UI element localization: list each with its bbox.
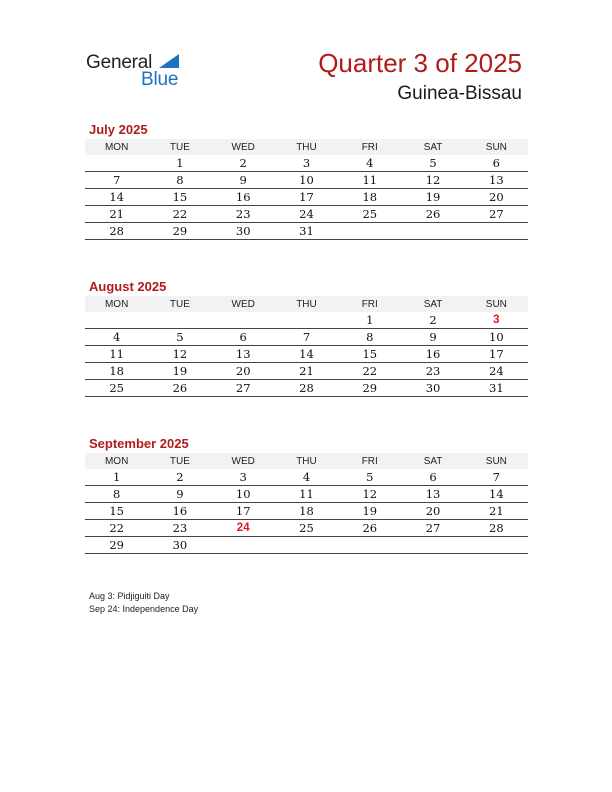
date-cell: 7: [275, 329, 338, 346]
week-row: [85, 503, 528, 520]
date-cell: [85, 155, 148, 172]
date-cell: [275, 312, 338, 329]
date-cell: 25: [338, 206, 401, 223]
weekday-header: SAT: [401, 296, 464, 312]
date-cell: 8: [338, 329, 401, 346]
week-row: [85, 469, 528, 486]
month-july: [85, 121, 528, 240]
holiday-note: Aug 3: Pidjiguiti Day: [89, 591, 170, 601]
logo: [86, 52, 196, 92]
month-title: July 2025: [89, 122, 148, 137]
date-cell: 29: [148, 223, 211, 240]
date-cell: 27: [401, 520, 464, 537]
date-cell: 1: [148, 155, 211, 172]
date-cell: 14: [465, 486, 528, 503]
month-title: September 2025: [89, 436, 189, 451]
date-cell: 18: [275, 503, 338, 520]
date-cell: 30: [401, 380, 464, 397]
date-cell: 14: [85, 189, 148, 206]
date-cell: 23: [401, 363, 464, 380]
date-cell: 10: [212, 486, 275, 503]
month-august: [85, 278, 528, 397]
week-row: [85, 189, 528, 206]
holiday-date-cell: 3: [465, 312, 528, 329]
week-row: [85, 206, 528, 223]
date-cell: 11: [338, 172, 401, 189]
date-cell: [85, 312, 148, 329]
date-cell: 12: [148, 346, 211, 363]
date-cell: [338, 537, 401, 554]
week-row: [85, 155, 528, 172]
week-row: [85, 346, 528, 363]
weekday-header: THU: [275, 139, 338, 155]
date-cell: 24: [275, 206, 338, 223]
weekday-header: WED: [212, 296, 275, 312]
date-cell: 13: [465, 172, 528, 189]
date-cell: [401, 223, 464, 240]
date-cell: 27: [212, 380, 275, 397]
date-cell: [465, 537, 528, 554]
weekday-header: MON: [85, 139, 148, 155]
weekday-header: SUN: [465, 453, 528, 469]
date-cell: 3: [212, 469, 275, 486]
weekday-header: FRI: [338, 296, 401, 312]
date-cell: 5: [401, 155, 464, 172]
date-cell: 17: [465, 346, 528, 363]
date-cell: [465, 223, 528, 240]
week-row: [85, 520, 528, 537]
date-cell: 7: [85, 172, 148, 189]
date-cell: [212, 312, 275, 329]
date-cell: 2: [212, 155, 275, 172]
date-cell: 4: [338, 155, 401, 172]
date-cell: 6: [401, 469, 464, 486]
date-cell: 29: [338, 380, 401, 397]
weekday-header: THU: [275, 453, 338, 469]
date-cell: 28: [275, 380, 338, 397]
month-september: [85, 435, 528, 554]
date-cell: 21: [465, 503, 528, 520]
date-cell: 21: [275, 363, 338, 380]
date-cell: 3: [275, 155, 338, 172]
date-cell: 15: [338, 346, 401, 363]
date-cell: 30: [148, 537, 211, 554]
weekday-header: FRI: [338, 139, 401, 155]
week-row: [85, 329, 528, 346]
week-row: [85, 486, 528, 503]
date-cell: 8: [148, 172, 211, 189]
logo-triangle-icon: [159, 54, 179, 68]
weekday-header: TUE: [148, 139, 211, 155]
date-cell: 10: [275, 172, 338, 189]
date-cell: 10: [465, 329, 528, 346]
date-cell: 25: [275, 520, 338, 537]
weekday-header: MON: [85, 453, 148, 469]
date-cell: 26: [148, 380, 211, 397]
country-subtitle: Guinea-Bissau: [397, 83, 522, 104]
date-cell: 9: [212, 172, 275, 189]
logo-blue-text: Blue: [141, 69, 179, 90]
weekday-header: THU: [275, 296, 338, 312]
date-cell: 27: [465, 206, 528, 223]
weekday-header: TUE: [148, 296, 211, 312]
date-cell: 1: [338, 312, 401, 329]
date-cell: 30: [212, 223, 275, 240]
date-cell: 2: [148, 469, 211, 486]
week-row: [85, 363, 528, 380]
date-cell: 9: [148, 486, 211, 503]
date-cell: 13: [401, 486, 464, 503]
calendar-grid: [85, 296, 528, 397]
weekday-header: SUN: [465, 139, 528, 155]
date-cell: [212, 537, 275, 554]
date-cell: 25: [85, 380, 148, 397]
date-cell: 5: [148, 329, 211, 346]
date-cell: 26: [338, 520, 401, 537]
date-cell: 19: [338, 503, 401, 520]
weekday-header: MON: [85, 296, 148, 312]
date-cell: 17: [275, 189, 338, 206]
holiday-notes: [89, 590, 198, 615]
date-cell: 15: [148, 189, 211, 206]
date-cell: 18: [338, 189, 401, 206]
calendar-grid: [85, 453, 528, 554]
date-cell: 5: [338, 469, 401, 486]
date-cell: 18: [85, 363, 148, 380]
weekday-header: WED: [212, 453, 275, 469]
date-cell: 4: [275, 469, 338, 486]
date-cell: 16: [212, 189, 275, 206]
weekday-header: TUE: [148, 453, 211, 469]
date-cell: 19: [148, 363, 211, 380]
weekday-header: SAT: [401, 453, 464, 469]
date-cell: 23: [212, 206, 275, 223]
date-cell: 31: [465, 380, 528, 397]
date-cell: 28: [85, 223, 148, 240]
logo-general-text: General: [86, 52, 153, 73]
weekday-header: WED: [212, 139, 275, 155]
date-cell: 11: [275, 486, 338, 503]
date-cell: [275, 537, 338, 554]
week-row: [85, 537, 528, 554]
holiday-date-cell: 24: [212, 520, 275, 537]
date-cell: 7: [465, 469, 528, 486]
date-cell: 22: [338, 363, 401, 380]
date-cell: 14: [275, 346, 338, 363]
date-cell: 16: [401, 346, 464, 363]
date-cell: 23: [148, 520, 211, 537]
week-row: [85, 223, 528, 240]
date-cell: 12: [401, 172, 464, 189]
week-row: [85, 380, 528, 397]
calendar-grid: [85, 139, 528, 240]
date-cell: 28: [465, 520, 528, 537]
date-cell: 15: [85, 503, 148, 520]
date-cell: 9: [401, 329, 464, 346]
date-cell: [148, 312, 211, 329]
date-cell: 26: [401, 206, 464, 223]
date-cell: 19: [401, 189, 464, 206]
date-cell: 20: [401, 503, 464, 520]
week-row: [85, 312, 528, 329]
date-cell: 20: [212, 363, 275, 380]
date-cell: 31: [275, 223, 338, 240]
date-cell: 1: [85, 469, 148, 486]
page-title: Quarter 3 of 2025: [318, 48, 522, 78]
date-cell: 6: [465, 155, 528, 172]
date-cell: [401, 537, 464, 554]
date-cell: 2: [401, 312, 464, 329]
date-cell: 20: [465, 189, 528, 206]
date-cell: 4: [85, 329, 148, 346]
date-cell: 22: [85, 520, 148, 537]
date-cell: 24: [465, 363, 528, 380]
date-cell: [338, 223, 401, 240]
date-cell: 6: [212, 329, 275, 346]
holiday-note: Sep 24: Independence Day: [89, 603, 199, 614]
date-cell: 22: [148, 206, 211, 223]
date-cell: 8: [85, 486, 148, 503]
month-title: August 2025: [89, 279, 167, 294]
date-cell: 21: [85, 206, 148, 223]
date-cell: 11: [85, 346, 148, 363]
weekday-header: FRI: [338, 453, 401, 469]
weekday-header: SUN: [465, 296, 528, 312]
date-cell: 13: [212, 346, 275, 363]
week-row: [85, 172, 528, 189]
date-cell: 16: [148, 503, 211, 520]
date-cell: 29: [85, 537, 148, 554]
date-cell: 17: [212, 503, 275, 520]
date-cell: 12: [338, 486, 401, 503]
weekday-header: SAT: [401, 139, 464, 155]
